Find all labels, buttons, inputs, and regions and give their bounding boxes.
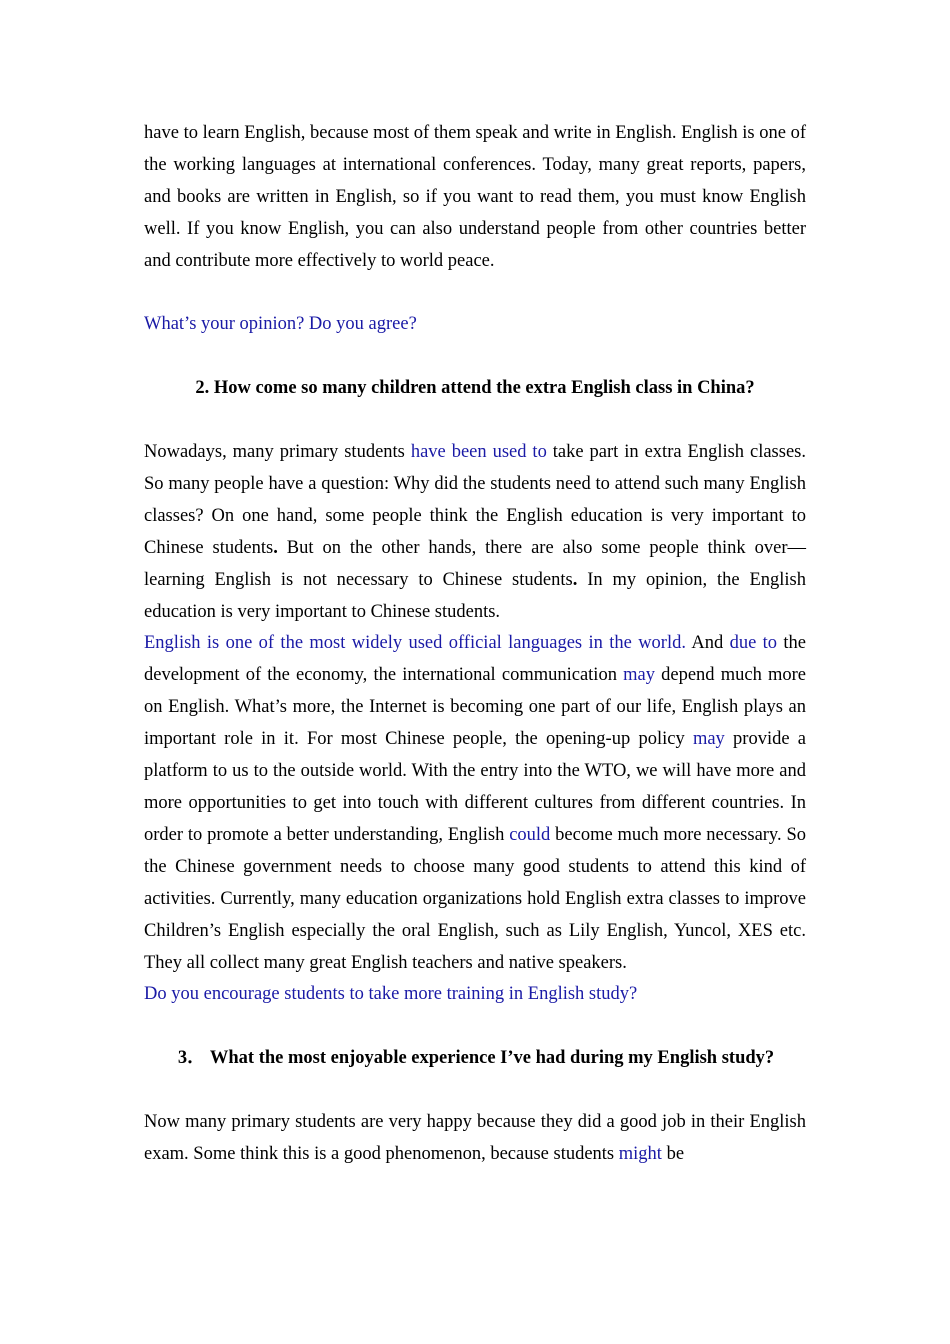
document-page [144, 118, 806, 1171]
bold-period: . [273, 537, 278, 558]
highlight-phrase: have been used to [410, 442, 547, 463]
spacer [144, 278, 806, 310]
paragraph-intro-continuation: have to learn English, because most of them speak and write in English. English is one of the working languages at international conferences. Today, many great reports, papers, and books are written in English, so if you want to read them, you must know English well. If you know English, you can also understand people from other countries better and contribute more effectively to world peace. [144, 123, 806, 271]
text-run: In my opinion, the English education is very important to Chinese students. [144, 569, 806, 622]
spacer [144, 405, 806, 437]
text-run: the development of the economy, the international communication [144, 633, 806, 686]
text-run: be [661, 1143, 685, 1164]
highlight-word: might [618, 1143, 662, 1164]
text-run: take part in extra English classes. So many people have a question: Why did the students need to attend such many English classes? On one hand, some people think the English education is very important to Chinese students [144, 442, 806, 558]
highlight-word: may [623, 665, 655, 686]
question-opinion: What’s your opinion? Do you agree? [144, 314, 417, 335]
text-run: provide a platform to us to the outside world. With the entry into the WTO, we will have more and more opportunities to get into touch with different cultures from different countries. In order to promote a better understanding, English [144, 729, 806, 845]
question-encourage: Do you encourage students to take more training in English study? [144, 984, 638, 1005]
text-run: But on the other hands, there are also some people think over—learning English is not necessary to Chinese students [144, 537, 806, 590]
paragraph-extra-classes [144, 437, 806, 628]
paragraph-enjoyable-experience [144, 1107, 806, 1171]
text-run: And [686, 633, 730, 654]
text-run: depend much more on English. What’s more, the Internet is becoming one part of our life, English plays an important role in it. For most Chinese people, the opening-up policy [144, 665, 806, 750]
spacer [144, 1011, 806, 1043]
section-heading-2: 2. How come so many children attend the extra English class in China? [195, 378, 755, 399]
paragraph-english-importance [144, 628, 806, 979]
highlight-phrase: due to [729, 633, 778, 654]
bold-period: . [572, 569, 578, 590]
section-heading-3: 3． What the most enjoyable experience I’ve had during my English study? [177, 1048, 775, 1069]
text-run: become much more necessary. So the Chinese government needs to choose many good students to attend this kind of activities. Currently, many education organizations hold English extra classes to improve Children’s English especially the oral English, such as Lily English, Yuncol, XES etc. They all collect many great English teachers and native speakers. [144, 824, 806, 973]
highlight-sentence: English is one of the most widely used official languages in the world. [144, 633, 686, 654]
highlight-word: may [692, 729, 725, 750]
spacer [144, 1075, 806, 1107]
text-run: Nowadays, many primary students [144, 442, 411, 463]
text-run: Now many primary students are very happy because they did a good job in their English exam. Some think this is a good phenomenon, because students [144, 1112, 806, 1164]
spacer [144, 341, 806, 373]
highlight-word: could [509, 824, 551, 845]
